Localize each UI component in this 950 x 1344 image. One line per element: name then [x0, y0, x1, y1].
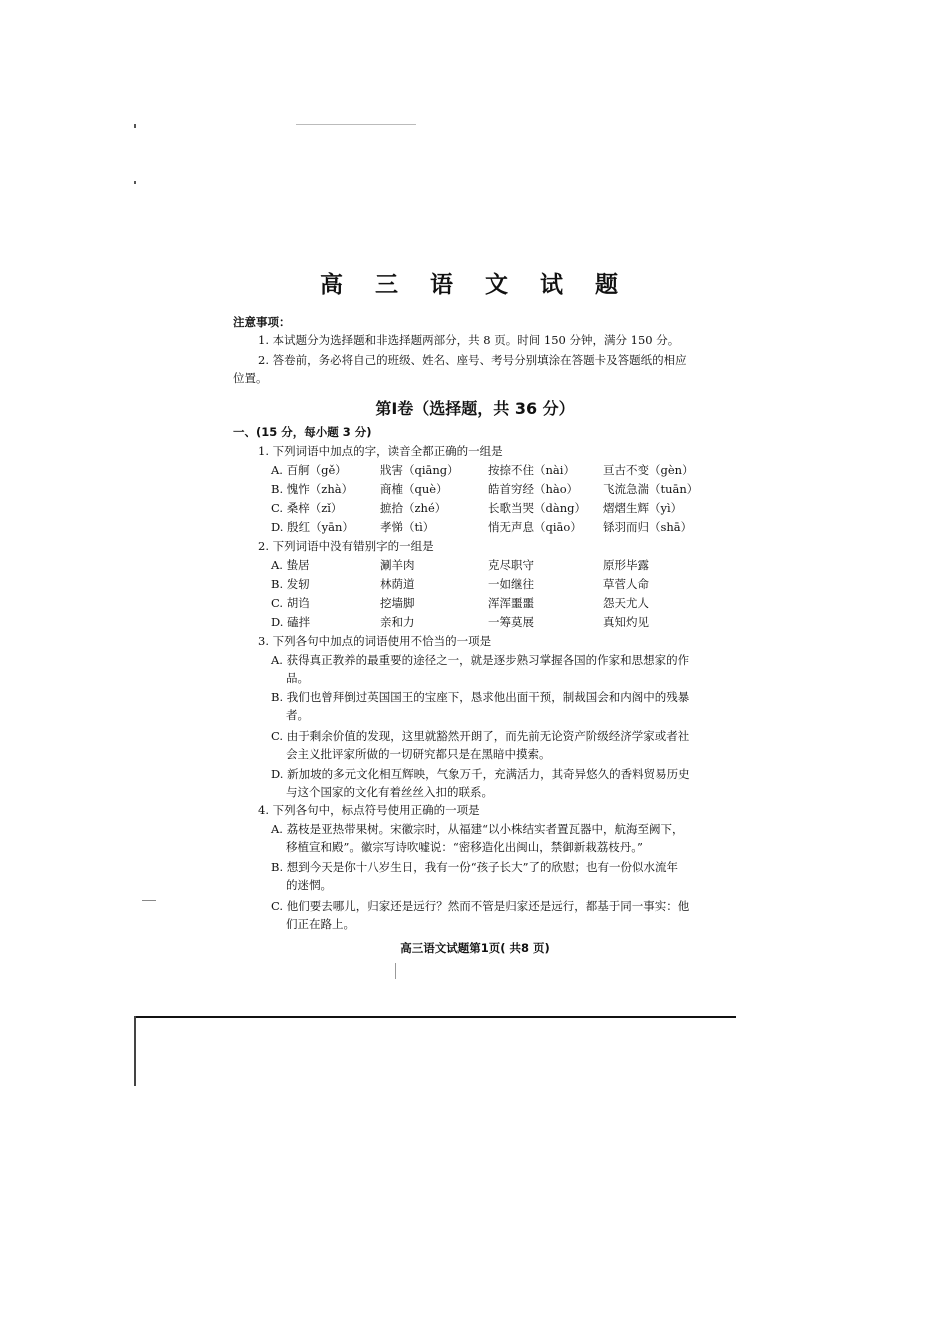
q1-option-c-3: 长歌当哭（dàng）	[488, 501, 586, 515]
q3-option-c: C. 由于剩余价值的发现，这里就豁然开朗了，而先前无论资产阶级经济学家或者社	[271, 729, 690, 743]
q1-option-b-4: 飞流急湍（tuān）	[603, 482, 699, 496]
q2-option-b-4: 草菅人命	[603, 577, 649, 591]
q2-option-d-1: D. 磕拌	[271, 615, 311, 629]
scan-border-left	[134, 1016, 136, 1086]
notes-item-2: 2. 答卷前，务必将自己的班级、姓名、座号、考号分别填涂在答题卡及答题纸的相应	[258, 353, 687, 367]
q1-option-d-3: 悄无声息（qiāo）	[488, 520, 582, 534]
q4-option-a-cont: 移植宣和殿”。徽宗写诗吹嘘说：“密移造化出闽山，禁御新栽荔枝丹。”	[286, 840, 643, 854]
q2-option-c-2: 挖墙脚	[380, 596, 415, 610]
q3-option-b-cont: 者。	[286, 708, 309, 722]
q2-option-c-4: 怨天尤人	[603, 596, 649, 610]
q2-option-a-1: A. 蛰居	[271, 558, 310, 572]
section-title: 第Ⅰ卷（选择题，共 36 分）	[375, 399, 575, 418]
scan-mark	[395, 963, 396, 979]
notes-item-2-cont: 位置。	[233, 371, 268, 385]
q2-option-b-2: 林荫道	[380, 577, 415, 591]
page-title: 高 三 语 文 试 题	[319, 272, 631, 298]
q1-option-b-2: 商榷（què）	[380, 482, 448, 496]
q2-stem: 2. 下列词语中没有错别字的一组是	[258, 539, 434, 553]
q3-option-a-cont: 品。	[286, 671, 309, 685]
q3-option-a: A. 获得真正教养的最重要的途径之一，就是逐步熟习掌握各国的作家和思想家的作	[271, 653, 690, 667]
part1-heading: 一、(15 分，每小题 3 分)	[233, 425, 372, 439]
q2-option-a-4: 原形毕露	[603, 558, 649, 572]
q4-option-b-cont: 的迷惘。	[286, 878, 332, 892]
q2-option-a-2: 涮羊肉	[380, 558, 415, 572]
q1-option-d-4: 铩羽而归（shā）	[603, 520, 693, 534]
q2-option-c-3: 浑浑噩噩	[488, 596, 534, 610]
q4-stem: 4. 下列各句中，标点符号使用正确的一项是	[258, 803, 480, 817]
q2-option-b-3: 一如继往	[488, 577, 534, 591]
q1-option-c-1: C. 桑梓（zǐ）	[271, 501, 343, 515]
q1-option-a-1: A. 百舸（gě）	[271, 463, 347, 477]
q1-option-d-2: 孝悌（tì）	[380, 520, 435, 534]
q2-option-d-4: 真知灼见	[603, 615, 649, 629]
q1-option-a-4: 亘古不变（gèn）	[603, 463, 694, 477]
notes-heading: 注意事项：	[233, 315, 291, 329]
scan-mark	[142, 900, 156, 901]
q3-option-d-cont: 与这个国家的文化有着丝丝入扣的联系。	[286, 785, 493, 799]
q3-stem: 3. 下列各句中加点的词语使用不恰当的一项是	[258, 634, 492, 648]
q2-option-b-1: B. 发轫	[271, 577, 310, 591]
q3-option-c-cont: 会主义批评家所做的一切研究都只是在黑暗中摸索。	[286, 747, 551, 761]
q1-option-a-2: 戕害（qiāng）	[380, 463, 459, 477]
q2-option-c-1: C. 胡诌	[271, 596, 310, 610]
q4-option-b: B. 想到今天是你十八岁生日，我有一份“孩子长大”了的欣慰；也有一份似水流年	[271, 860, 679, 874]
q1-option-c-2: 摭拾（zhé）	[380, 501, 447, 515]
q1-option-a-3: 按捺不住（nài）	[488, 463, 575, 477]
scan-mark-top	[296, 124, 416, 125]
page-footer: 高三语文试题第1页( 共8 页)	[400, 941, 550, 955]
q4-option-c: C. 他们要去哪儿，归家还是远行？然而不管是归家还是远行，都基于同一事实：他	[271, 899, 690, 913]
q1-option-c-4: 熠熠生辉（yì）	[603, 501, 683, 515]
scan-dot	[134, 124, 136, 128]
notes-item-1: 1. 本试题分为选择题和非选择题两部分，共 8 页。时间 150 分钟，满分 150 分。	[258, 333, 680, 347]
scan-border-bottom	[134, 1016, 736, 1018]
q4-option-a: A. 荔枝是亚热带果树。宋徽宗时，从福建“以小株结实者置瓦器中，航海至阙下，	[271, 822, 684, 836]
q4-option-c-cont: 们正在路上。	[286, 917, 355, 931]
q3-option-b: B. 我们也曾拜倒过英国国王的宝座下，恳求他出面干预，制裁国会和内阁中的残暴	[271, 690, 690, 704]
q1-stem: 1. 下列词语中加点的字，读音全都正确的一组是	[258, 444, 503, 458]
q1-option-b-1: B. 愧怍（zhà）	[271, 482, 354, 496]
q2-option-d-2: 亲和力	[380, 615, 415, 629]
scan-dot	[134, 181, 136, 184]
q1-option-d-1: D. 殷红（yān）	[271, 520, 354, 534]
q2-option-d-3: 一筹莫展	[488, 615, 534, 629]
q1-option-b-3: 皓首穷经（hào）	[488, 482, 579, 496]
q2-option-a-3: 克尽职守	[488, 558, 534, 572]
q3-option-d: D. 新加坡的多元文化相互辉映，气象万千，充满活力，其奇异悠久的香料贸易历史	[271, 767, 690, 781]
